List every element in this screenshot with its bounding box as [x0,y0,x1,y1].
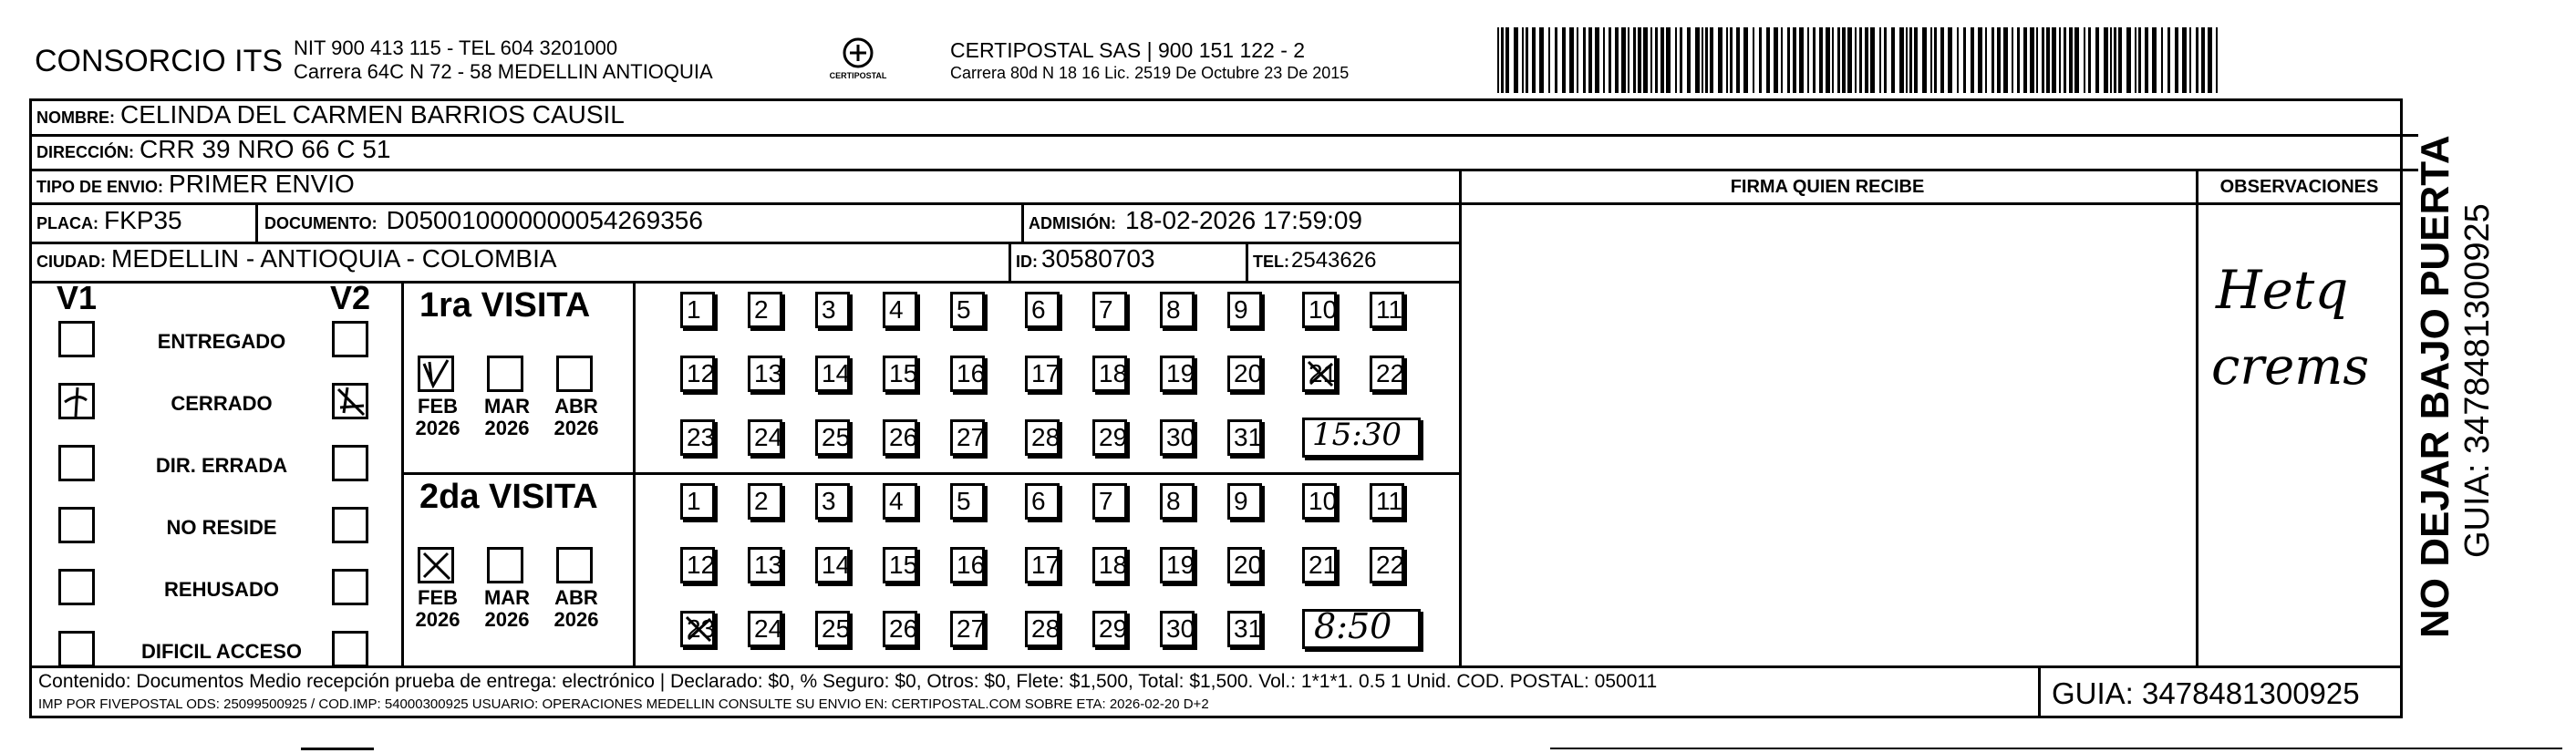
day-cell[interactable]: 18 [1092,547,1127,583]
day-cell[interactable]: 4 [883,483,917,520]
barcode-bar [1643,27,1648,93]
day-cell[interactable]: 2 [748,292,782,328]
barcode-bar [1675,27,1677,93]
barcode-bar [1948,27,1952,93]
barcode-bar [1710,27,1713,93]
day-cell[interactable]: 3 [815,483,850,520]
day-cell[interactable]: 31 [1227,611,1262,647]
barcode-bar [1870,27,1875,93]
barcode-bar [1609,27,1611,93]
barcode-bar [1705,27,1708,93]
barcode-bar [2182,27,2187,93]
barcode-bar [1539,27,1544,93]
day-cell[interactable]: 17 [1025,547,1060,583]
day-cell[interactable]: 19 [1160,356,1195,392]
month-checkbox[interactable] [418,356,454,392]
barcode-bar [1603,27,1605,93]
barcode-bar [2003,27,2008,93]
barcode-bar [1588,27,1592,93]
barcode-bar [2138,27,2141,93]
barcode-bar [1909,27,1912,93]
strike-mark-icon [1305,358,1336,389]
barcode-bar [2042,27,2044,93]
barcode-bar [2104,27,2108,93]
footer-guia: GUIA: 3478481300925 [2052,676,2360,710]
barcode-bar [1628,27,1629,93]
barcode-bar [1743,27,1748,93]
barcode-bar [1730,27,1733,93]
barcode [1495,27,2225,93]
day-cell[interactable]: 29 [1092,611,1127,647]
day-cell[interactable]: 4 [883,292,917,328]
barcode-bar [1759,27,1762,93]
barcode-bar [1819,27,1823,93]
footer-content: Contenido: Documentos Medio recepción prueba de entrega: electrónico | Declarado: $0, % Seguro: $0, Otros: $0, Flete: $1,500, Total: $1,500. Vol.: 1*1*1. 0.5 1 Unid. COD. POSTAL: 050011 [38,671,1658,692]
barcode-bar [1899,27,1904,93]
barcode-bar [1832,27,1834,93]
month-label: FEB 2026 [415,395,460,439]
tel-label: TEL: [1253,253,1289,271]
day-cell[interactable]: 13 [748,547,782,583]
barcode-bar [1781,27,1783,93]
day-cell[interactable]: 18 [1092,356,1127,392]
ciudad-row [36,244,557,273]
side-warning: NO DEJAR BAJO PUERTA [2413,135,2457,638]
barcode-bar [1985,27,1987,93]
barcode-bar [1978,27,1982,93]
barcode-bar [2126,27,2131,93]
company-nit: NIT 900 413 115 - TEL 604 3201000 [294,36,618,59]
second-time-box [1302,606,1421,649]
first-visit-title: 1ra VISITA [419,286,591,325]
status-label: CERRADO [171,392,273,415]
barcode-bar [2167,27,2170,93]
v2-checkbox[interactable] [332,383,368,419]
direccion-value: CRR 39 NRO 66 C 51 [140,135,391,163]
v1-checkbox[interactable] [58,445,95,481]
day-cell[interactable]: 26 [883,611,917,647]
day-cell[interactable]: 7 [1092,292,1127,328]
barcode-bar [2030,27,2034,93]
day-cell[interactable]: 11 [1370,483,1404,520]
barcode-bar [2201,27,2205,93]
barcode-bar [1562,27,1566,93]
certipostal-address: Carrera 80d N 18 16 Lic. 2519 De Octubre 23 De 2015 [950,64,1350,82]
day-cell[interactable]: 16 [950,547,985,583]
day-cell[interactable]: 19 [1160,547,1195,583]
barcode-bar [1906,27,1908,93]
id-value: 30580703 [1041,244,1155,273]
barcode-bar [2084,27,2085,93]
tel-row [1253,248,1376,273]
month-label: MAR 2026 [483,586,531,631]
status-label: DIR. ERRADA [155,454,288,477]
status-label: ENTREGADO [157,330,286,353]
barcode-bar [1934,27,1937,93]
barcode-bar [1615,27,1619,93]
barcode-bar [2017,27,2020,93]
barcode-bar [1532,27,1536,93]
barcode-bar [1650,27,1652,93]
month-label: ABR 2026 [553,586,599,631]
barcode-bar [1736,27,1740,93]
barcode-bar [1702,27,1703,93]
v1-checkbox[interactable] [58,631,95,667]
day-cell[interactable]: 30 [1160,611,1195,647]
barcode-bar [1569,27,1574,93]
day-cell[interactable]: 6 [1025,292,1060,328]
v1-checkbox[interactable] [58,507,95,543]
barcode-bar [2095,27,2099,93]
barcode-bar [2059,27,2061,93]
day-cell[interactable]: 28 [1025,419,1060,456]
day-cell[interactable]: 31 [1227,419,1262,456]
day-cell[interactable]: 22 [1370,356,1404,392]
observation-line-2: crems [2211,337,2370,397]
placa-value: FKP35 [104,206,182,234]
cut-mark-right [1550,748,2562,749]
barcode-bar [1914,27,1918,93]
barcode-bar [2088,27,2091,93]
barcode-bar [1766,27,1770,93]
status-label: REHUSADO [164,578,279,601]
second-visit-time: 8:50 [1314,606,1392,646]
check-mark-icon [61,386,94,418]
barcode-bar [1687,27,1691,93]
barcode-bar [1555,27,1557,93]
barcode-bar [1638,27,1641,93]
observaciones-label: OBSERVACIONES [2219,177,2379,197]
x-mark-icon [420,550,453,583]
v1-header: V1 [57,279,98,316]
day-cell[interactable]: 14 [815,356,850,392]
barcode-bar [1726,27,1728,93]
company-name: CONSORCIO ITS [35,44,284,78]
observation-line-1: Hetq [2216,259,2349,321]
day-cell[interactable]: 11 [1370,292,1404,328]
firma-label: FIRMA QUIEN RECIBE [1730,177,1925,197]
month-label: MAR 2026 [483,395,531,439]
barcode-bar [1879,27,1881,93]
company-address: Carrera 64C N 72 - 58 MEDELLIN ANTIOQUIA [294,60,713,83]
month-checkbox[interactable] [418,547,454,583]
v2-checkbox[interactable] [332,507,368,543]
barcode-bar [1799,27,1804,93]
barcode-bar [1891,27,1895,93]
day-cell[interactable]: 23 [680,611,715,647]
x-mark-icon [335,386,367,418]
barcode-bar [2118,27,2122,93]
documento-value: D050010000000054269356 [386,206,703,234]
barcode-bar [1842,27,1846,93]
barcode-bar [2196,27,2198,93]
v2-checkbox[interactable] [332,445,368,481]
day-cell[interactable]: 23 [680,419,715,456]
barcode-bar [1855,27,1857,93]
barcode-bar [1774,27,1778,93]
barcode-bar [1666,27,1671,93]
day-cell[interactable]: 5 [950,292,985,328]
day-cell[interactable]: 5 [950,483,985,520]
day-cell[interactable]: 3 [815,292,850,328]
month-checkbox[interactable] [487,547,523,583]
day-cell[interactable]: 28 [1025,611,1060,647]
barcode-bar [1813,27,1816,93]
day-cell[interactable]: 20 [1227,356,1262,392]
day-cell[interactable]: 26 [883,419,917,456]
day-cell[interactable]: 2 [748,483,782,520]
day-cell[interactable]: 14 [815,547,850,583]
direccion-label: DIRECCIÓN: [36,143,134,161]
barcode-bar [2074,27,2079,93]
barcode-bar [1787,27,1790,93]
tipo-value: PRIMER ENVIO [169,170,355,198]
day-cell[interactable]: 24 [748,419,782,456]
v2-checkbox[interactable] [332,321,368,357]
barcode-bar [1865,27,1868,93]
barcode-bar [2161,27,2163,93]
day-cell[interactable]: 13 [748,356,782,392]
day-cell[interactable]: 12 [680,356,715,392]
check-mark-icon [420,358,453,391]
v2-checkbox[interactable] [332,569,368,605]
barcode-bar [1583,27,1586,93]
barcode-bar [1837,27,1840,93]
placa-row [36,206,182,235]
v1-checkbox[interactable] [58,569,95,605]
v2-checkbox[interactable] [332,631,368,667]
barcode-bar [1505,27,1509,93]
day-cell[interactable]: 21 [1302,356,1337,392]
documento-row [264,206,703,235]
strike-mark-icon [683,614,714,645]
footer-print-info: IMP POR FIVEPOSTAL ODS: 25099500925 / COD.IMP: 54000300925 USUARIO: OPERACIONES MEDELLIN CONSULTE SU ENVIO EN: CERTIPOSTAL.COM SOBRE ETA: 2026-02-20 D+2 [38,696,1209,712]
barcode-bar [2189,27,2191,93]
barcode-bar [1526,27,1528,93]
day-cell[interactable]: 9 [1227,292,1262,328]
day-cell[interactable]: 25 [815,419,850,456]
barcode-bar [2145,27,2148,93]
side-guia: GUIA: 3478481300925 [2458,203,2497,558]
day-cell[interactable]: 25 [815,611,850,647]
day-cell[interactable]: 24 [748,611,782,647]
month-checkbox[interactable] [556,356,593,392]
barcode-bar [2114,27,2116,93]
barcode-bar [1621,27,1626,93]
admision-label: ADMISIÓN: [1029,214,1116,232]
barcode-bar [1514,27,1518,93]
barcode-bar [1655,27,1658,93]
day-cell[interactable]: 12 [680,547,715,583]
barcode-bar [1957,27,1959,93]
documento-label: DOCUMENTO: [264,214,378,232]
v1-checkbox[interactable] [58,321,95,357]
barcode-bar [1847,27,1852,93]
barcode-bar [1577,27,1578,93]
barcode-bar [2135,27,2136,93]
barcode-bar [1718,27,1723,93]
id-label: ID: [1016,253,1038,271]
barcode-bar [2208,27,2212,93]
day-cell[interactable]: 20 [1227,547,1262,583]
month-checkbox[interactable] [556,547,593,583]
barcode-bar [1807,27,1809,93]
month-label: FEB 2026 [415,586,460,631]
tipo-label: TIPO DE ENVIO: [36,178,164,196]
v2-header: V2 [330,279,371,316]
status-label: NO RESIDE [166,516,277,539]
day-cell[interactable]: 22 [1370,547,1404,583]
barcode-bar [1963,27,1966,93]
cut-mark-left [301,748,374,750]
barcode-bar [1595,27,1599,93]
barcode-bar [1971,27,1974,93]
nombre-value: CELINDA DEL CARMEN BARRIOS CAUSIL [120,100,625,129]
barcode-bar [1859,27,1862,93]
tel-value: 2543626 [1291,248,1377,273]
day-cell[interactable]: 8 [1160,483,1195,520]
barcode-bar [1753,27,1754,93]
barcode-bar [2064,27,2066,93]
admision-value: 18-02-2026 17:59:09 [1125,206,1362,234]
id-row [1016,244,1155,273]
barcode-bar [1548,27,1550,93]
barcode-bar [1997,27,2001,93]
direccion-row [36,135,390,164]
day-cell[interactable]: 9 [1227,483,1262,520]
barcode-bar [1522,27,1524,93]
admision-row [1029,206,1362,235]
barcode-bar [1826,27,1830,93]
barcode-bar [2216,27,2218,93]
first-time-box [1302,418,1421,458]
certipostal-info: CERTIPOSTAL SAS | 900 151 122 - 2 [950,38,1306,62]
barcode-bar [1695,27,1700,93]
placa-label: PLACA: [36,214,98,232]
barcode-bar [1633,27,1636,93]
day-cell[interactable]: 16 [950,356,985,392]
barcode-bar [2046,27,2050,93]
barcode-bar [2110,27,2112,93]
tipo-row [36,170,355,199]
day-cell[interactable]: 17 [1025,356,1060,392]
month-label: ABR 2026 [553,395,599,439]
day-cell[interactable]: 6 [1025,483,1060,520]
certipostal-logo [826,35,890,89]
barcode-bar [1793,27,1796,93]
day-cell[interactable]: 27 [950,419,985,456]
first-visit-time: 15:30 [1312,417,1402,453]
barcode-bar [2175,27,2178,93]
barcode-bar [1991,27,1994,93]
nombre-row [36,100,625,129]
logo-text: CERTIPOSTAL [829,71,887,80]
day-cell[interactable]: 30 [1160,419,1195,456]
day-cell[interactable]: 27 [950,611,985,647]
barcode-bar [1497,27,1499,93]
barcode-bar [1922,27,1927,93]
barcode-bar [2052,27,2056,93]
v1-checkbox[interactable] [58,383,95,419]
month-checkbox[interactable] [487,356,523,392]
barcode-bar [1930,27,1932,93]
day-cell[interactable]: 10 [1302,292,1337,328]
ciudad-label: CIUDAD: [36,253,106,271]
day-cell[interactable]: 29 [1092,419,1127,456]
nombre-label: NOMBRE: [36,108,115,127]
day-cell[interactable]: 1 [680,292,715,328]
barcode-bar [1884,27,1887,93]
day-cell[interactable]: 8 [1160,292,1195,328]
second-visit-title: 2da VISITA [419,478,598,516]
barcode-bar [1660,27,1664,93]
barcode-bar [2069,27,2073,93]
day-cell[interactable]: 1 [680,483,715,520]
day-cell[interactable]: 15 [883,356,917,392]
barcode-bar [2012,27,2013,93]
day-cell[interactable]: 7 [1092,483,1127,520]
ciudad-value: MEDELLIN - ANTIOQUIA - COLOMBIA [111,244,557,273]
status-label: DIFICIL ACCESO [140,640,302,663]
day-cell[interactable]: 10 [1302,483,1337,520]
day-cell[interactable]: 21 [1302,547,1337,583]
day-cell[interactable]: 15 [883,547,917,583]
barcode-bar [1940,27,1944,93]
barcode-bar [2036,27,2038,93]
barcode-bar [1680,27,1682,93]
barcode-bar [2152,27,2157,93]
barcode-bar [2023,27,2027,93]
barcode-bar [1501,27,1504,93]
